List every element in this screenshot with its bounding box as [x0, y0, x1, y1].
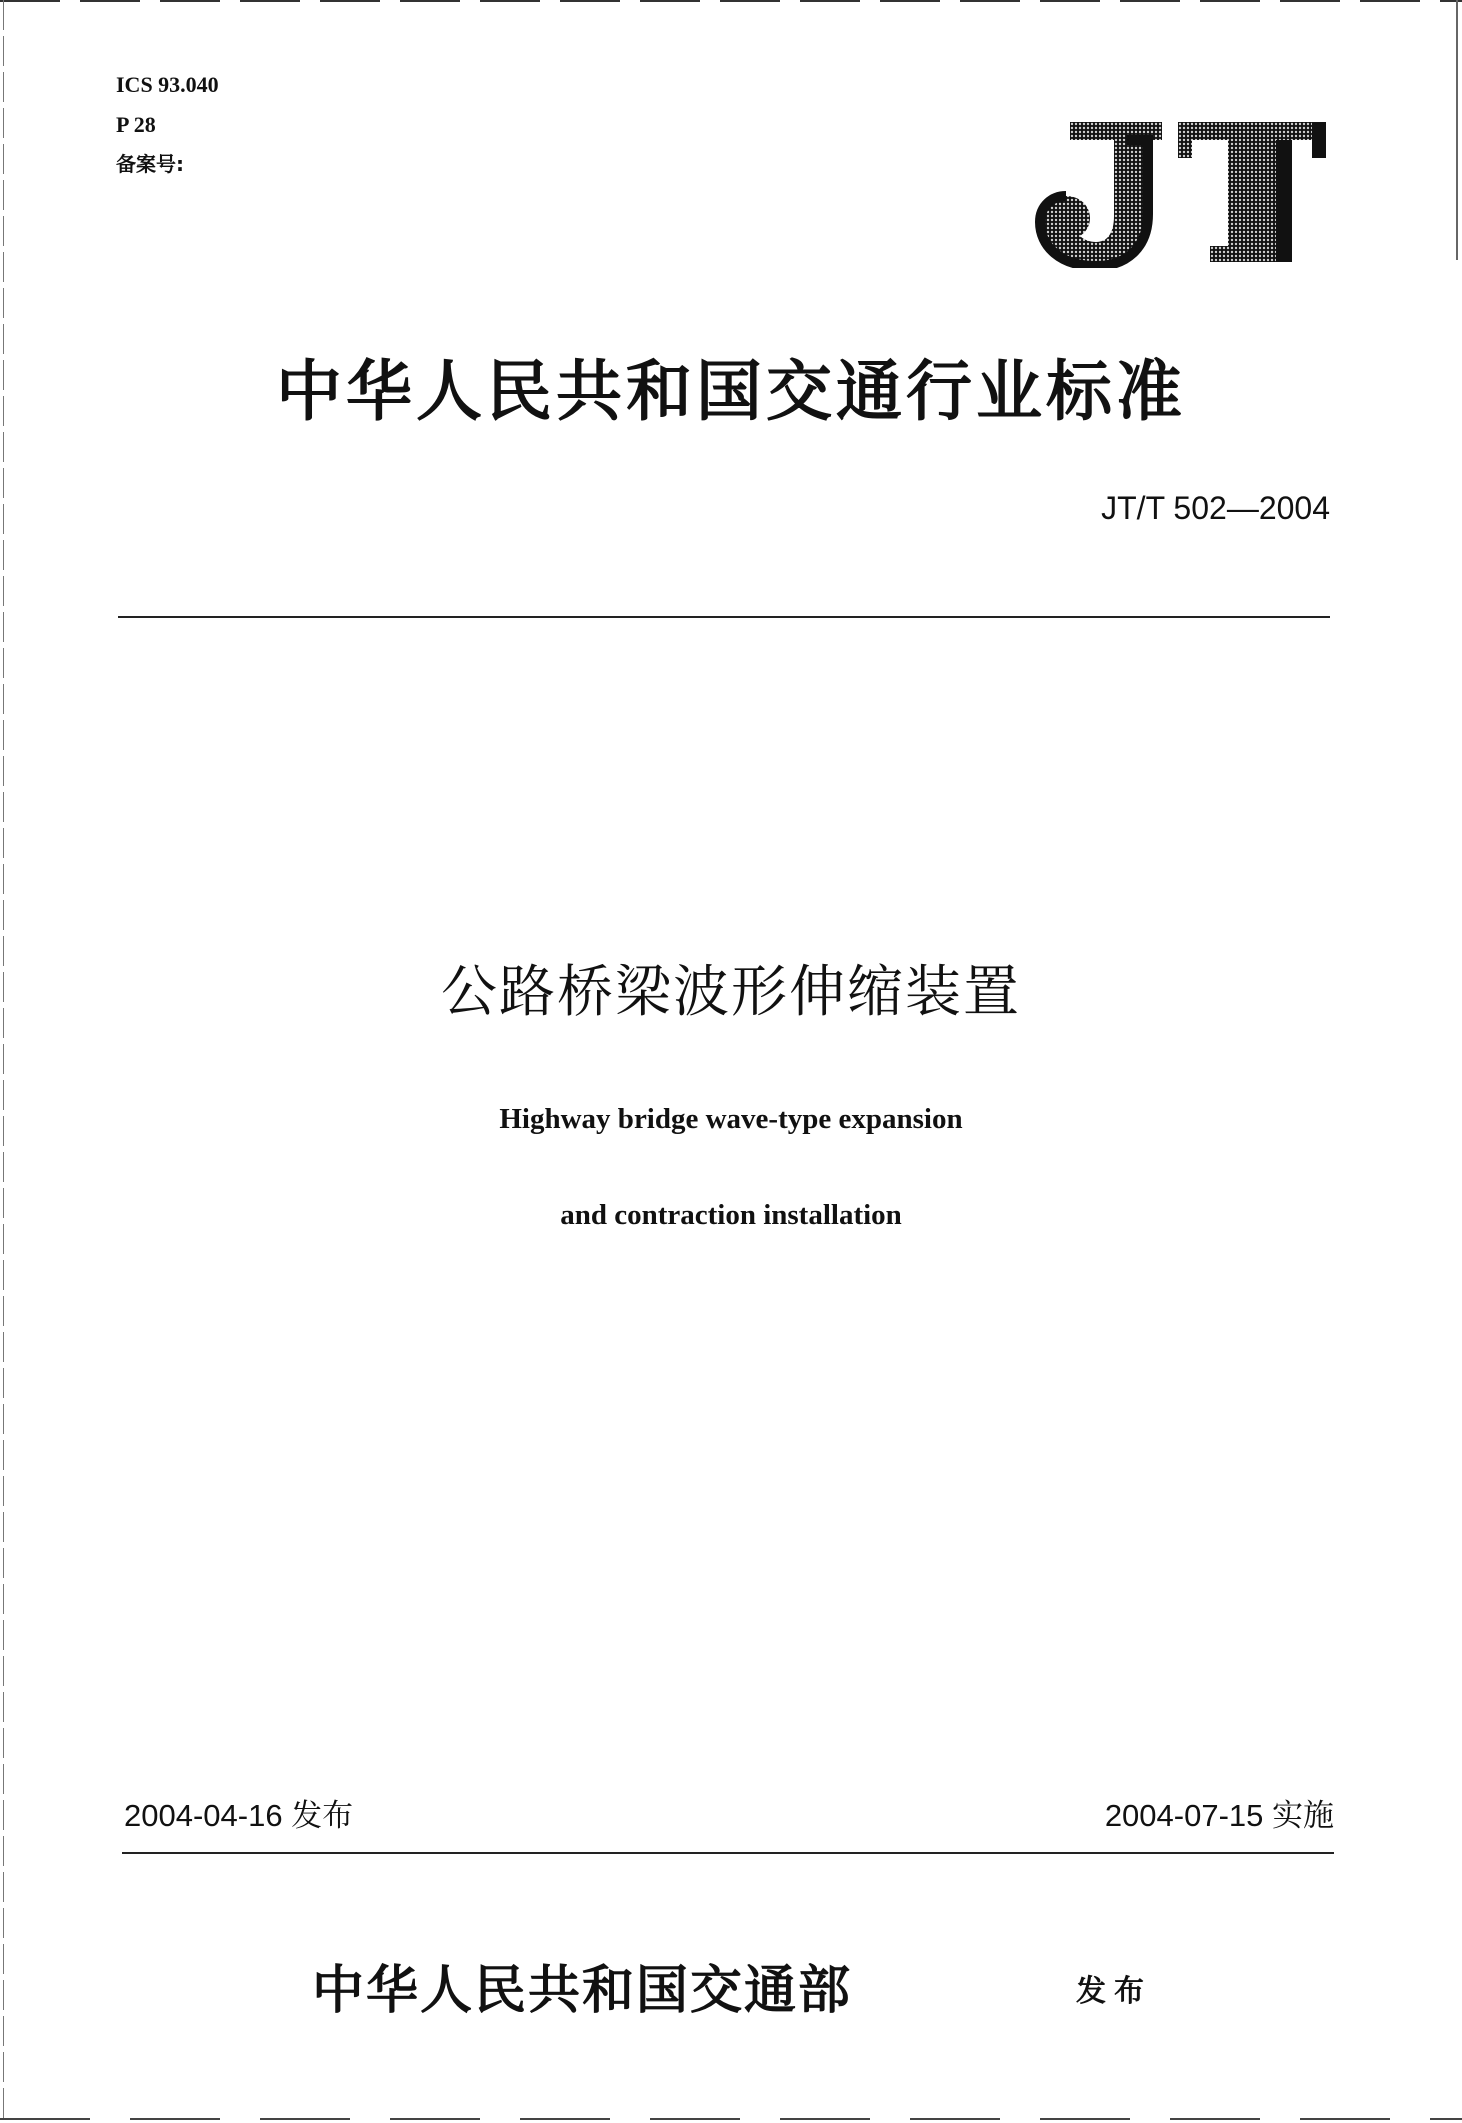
implementation-date: 2004-07-15 实施 — [1104, 1798, 1334, 1833]
document-title-en-line2: and contraction installation — [560, 1199, 902, 1231]
page-border-right — [1456, 0, 1458, 260]
ics-code: ICS 93.040 — [116, 72, 219, 97]
document-title-cn: 公路桥梁波形伸缩装置 — [441, 960, 1021, 1025]
page-border-bottom — [0, 2118, 1462, 2120]
page-border-left — [3, 0, 4, 2123]
publication-date: 2004-04-16 发布 — [124, 1798, 354, 1833]
publisher-name: 中华人民共和国交通部 — [312, 1961, 853, 2021]
page-border-top — [0, 0, 1462, 2]
jt-logo — [1030, 118, 1330, 268]
document-title-en-line1: Highway bridge wave-type expansion — [499, 1103, 963, 1135]
standard-number: JT/T 502—2004 — [1101, 490, 1330, 526]
classification-code: P 28 — [116, 112, 156, 137]
footer-divider — [122, 1852, 1334, 1854]
logo-letter-t — [1178, 122, 1326, 262]
record-number-label: 备案号: — [116, 152, 184, 176]
publish-label: 发布 — [1076, 1974, 1152, 2009]
header-divider — [118, 616, 1330, 618]
standard-title: 中华人民共和国交通行业标准 — [276, 353, 1186, 430]
